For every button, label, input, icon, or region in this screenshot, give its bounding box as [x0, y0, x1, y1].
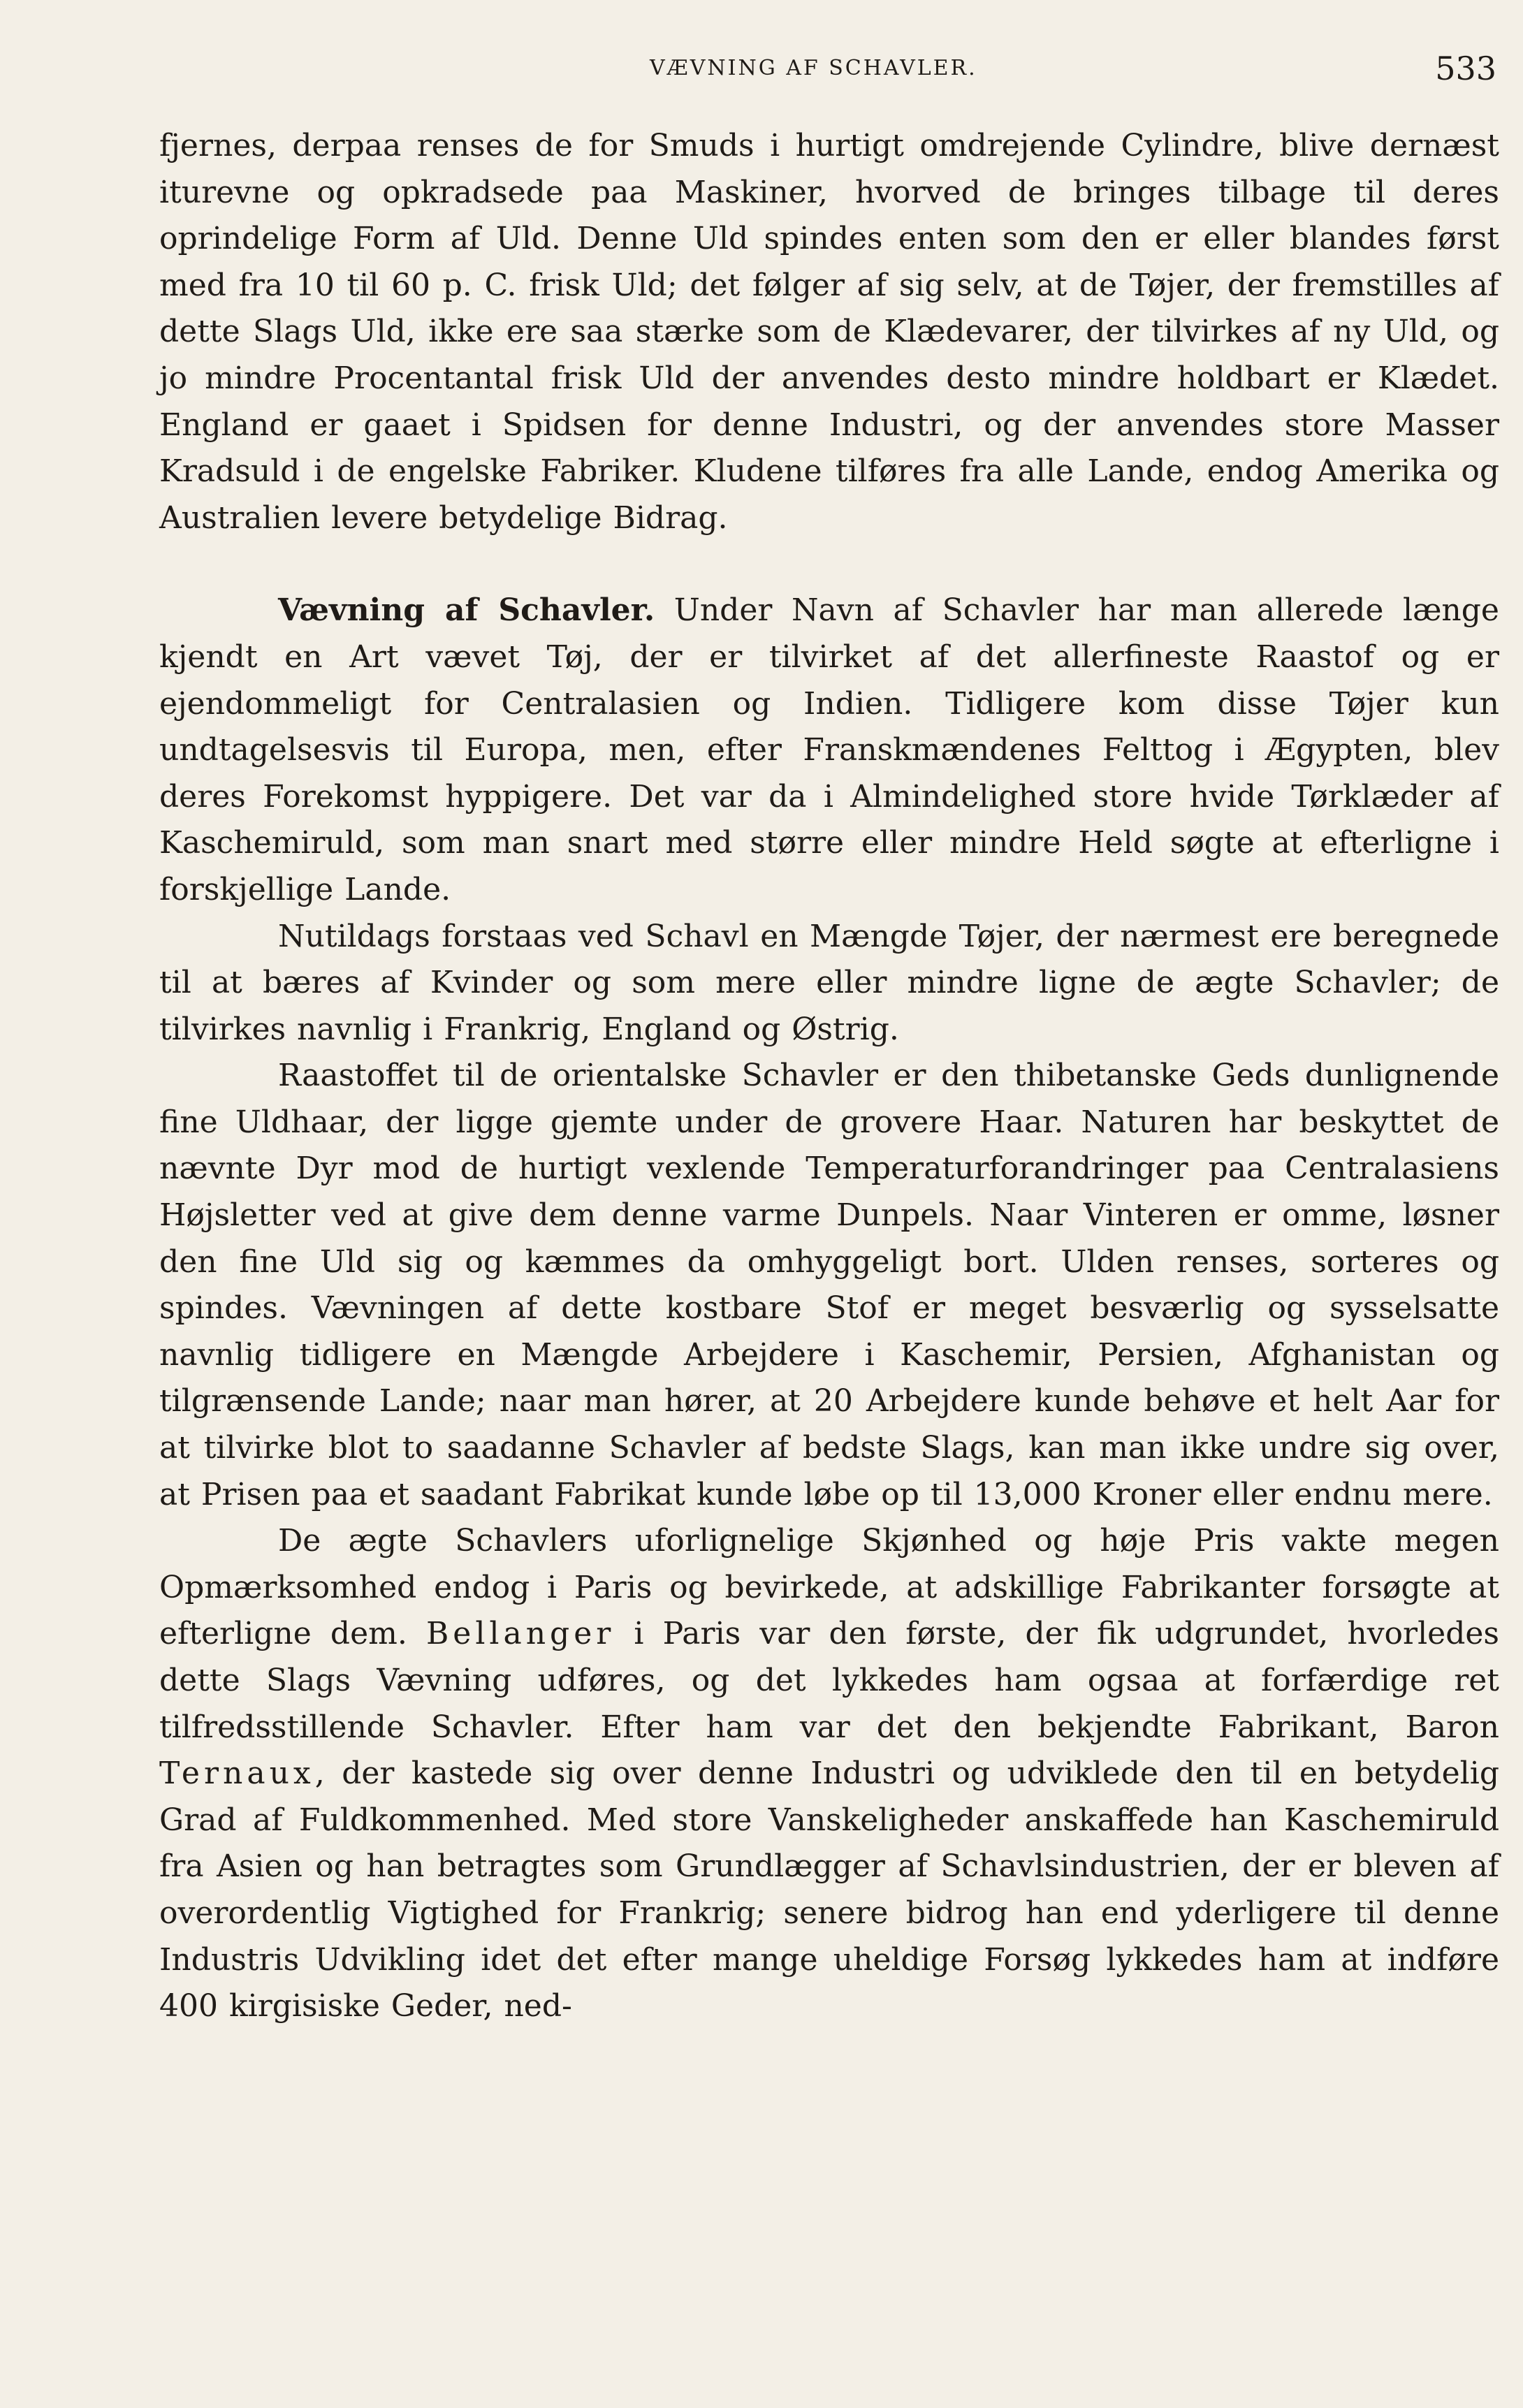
person-name: Bellanger [425, 1616, 615, 1652]
running-header [0, 48, 1523, 89]
paragraph-continuation: fjernes, derpaa renses de for Smuds i hurtigt omdrejende Cylindre, blive dernæst iturevne og opkradsede paa Maskiner, hvorved de bringes tilbage til deres oprindelige Form af Uld. Denne Uld spindes enten som den er eller blandes først med fra 10 til 60 p. C. frisk Uld; det følger af sig selv, at de Tøjer, der fremstilles af dette Slags Uld, ikke ere saa stærke som de Klædevarer, der tilvirkes af ny Uld, og jo mindre Procentantal frisk Uld der anvendes desto mindre holdbart er Klædet. England er gaaet i Spidsen for denne Industri, og der anvendes store Masser Kradsuld i de engelske Fabriker. Kludene tilføres fra alle Lande, endog Amerika og Australien levere betydelige Bidrag. [159, 128, 1499, 536]
paragraph-text: De ægte Schavlers uforlignelige Skjønhed og høje Pris vakte megen Opmærksomhed endog i Paris og bevirkede, at adskillige Fabrikanter forsøgte at efterligne dem. [159, 1523, 1499, 1652]
paragraph [159, 1518, 1499, 2030]
page-number: 533 [1435, 50, 1496, 87]
person-name: Ternaux [159, 1756, 315, 1792]
paragraph: Nutildags forstaas ved Schavl en Mængde Tøjer, der nærmest ere beregnede til at bæres af Kvinder og som mere eller mindre ligne de ægte Schavler; de tilvirkes navnlig i Frankrig, England og Østrig. [159, 918, 1499, 1047]
paragraph-text: Under Navn af Schavler har man allerede længe kjendt en Art vævet Tøj, der er tilvirket af det allerfineste Raastof og er ejendommeligt for Centralasien og Indien. Tidligere kom disse Tøjer kun undtagelsesvis til Europa, men, efter Franskmændenes Felttog i Ægypten, blev deres Forekomst hyppigere. Det var da i Almindelighed store hvide Tørklæder af Kaschemiruld, som man snart med større eller mindre Held søgte at efterligne i forskjellige Lande. [159, 592, 1499, 907]
paragraph-text: , der kastede sig over denne Industri og udviklede den til en betydelig Grad af Fuldkommenhed. Med store Vanskeligheder anskaffede han Kaschemiruld fra Asien og han betragtes som Grundlægger af Schavlsindustrien, der er bleven af overordentlig Vigtighed for Frankrig; senere bidrog han end yderligere til denne Industris Udvikling idet det efter mange uheldige Forsøg lykkedes ham at indføre 400 kirgisiske Geder, ned- [159, 1756, 1499, 2024]
paragraph-section-start [159, 588, 1499, 913]
paragraph-text: i Paris var den første, der fik udgrundet, hvorledes dette Slags Vævning udføres, og det lykkedes ham ogsaa at forfærdige ret tilfredsstillende Schavler. Efter ham var det den bekjendte Fabrikant, Baron [159, 1616, 1499, 1745]
body-text [159, 123, 1499, 2030]
section-heading: Vævning af Schavler. [278, 592, 655, 629]
paragraph: Raastoffet til de orientalske Schavler er den thibetanske Geds dunlignende fine Uldhaar, der ligge gjemte under de grovere Haar. Naturen har beskyttet de nævnte Dyr mod de hurtigt vexlende Temperaturforandringer paa Centralasiens Højsletter ved at give dem denne varme Dunpels. Naar Vinteren er omme, løsner den fine Uld sig og kæmmes da omhyggeligt bort. Ulden renses, sorteres og spindes. Vævningen af dette kostbare Stof er meget besværlig og sysselsatte navnlig tidligere en Mængde Arbejdere i Kaschemir, Persien, Afghanistan og tilgrænsende Lande; naar man hører, at 20 Arbejdere kunde behøve et helt Aar for at tilvirke blot to saadanne Schavler af bedste Slags, kan man ikke undre sig over, at Prisen paa et saadant Fabrikat kunde løbe op til 13,000 Kroner eller endnu mere. [159, 1058, 1499, 1512]
running-title: VÆVNING AF SCHAVLER. [650, 56, 977, 80]
